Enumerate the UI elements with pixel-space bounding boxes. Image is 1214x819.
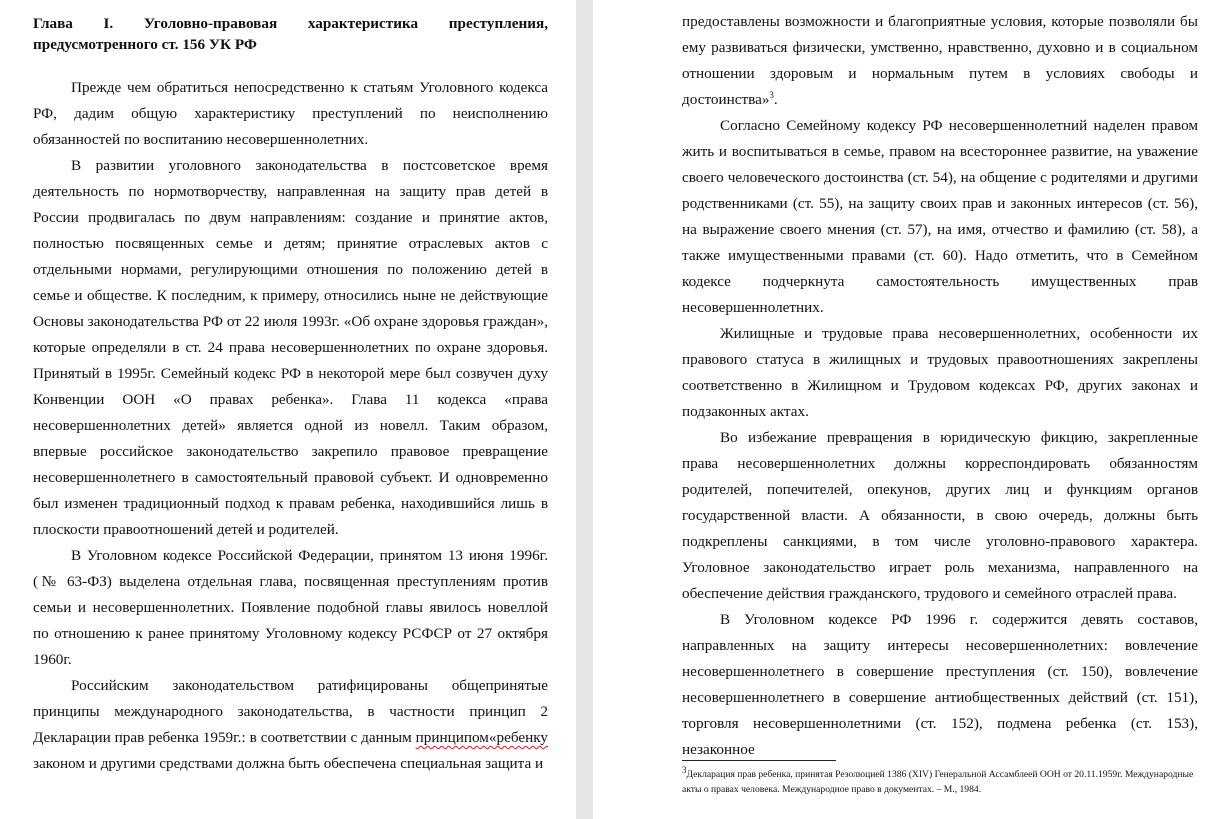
paragraph: Согласно Семейному кодексу РФ несовершеннолетний наделен правом жить и воспитываться в семье, правом на всестороннее развитие, на уважение своего человеческого достоинства (ст. 54), на общение с родителями и другими родственниками (ст. 55), на защиту своих прав и законных интересов (ст. 56), на выражение своего мнения (ст. 57), на имя, отчество и фамилию (ст. 58), а также имущественными правами (ст. 60). Надо отметить, что в Семейном кодексе подчеркнута самостоятельность имущественных прав несовершеннолетних. — [682, 117, 1198, 316]
paragraph-text: законом и другими средствами должна быть обеспечена специальная защита и — [33, 755, 544, 772]
paragraph — [682, 9, 1198, 113]
footnote-number: 3 — [682, 764, 687, 775]
left-page-body — [33, 75, 548, 777]
paragraph-text: . — [773, 91, 778, 108]
right-page-body — [682, 9, 1198, 763]
document-page-right — [593, 0, 1214, 819]
paragraph: Жилищные и трудовые права несовершеннолетних, особенности их правового статуса в жилищных и трудовых правоотношениях закреплены соответственно в Жилищном и Трудовом кодексах РФ, других законах и подзаконных актах. — [682, 325, 1198, 420]
footnote-text: Декларация прав ребенка, принятая Резолюцией 1386 (XIV) Генеральной Ассамблеей ООН от 20.11.1959г. Международные акты о правах человека. Международное право в документах. – М., 1984. — [682, 769, 1194, 795]
paragraph: В Уголовном кодексе Российской Федерации, принятом 13 июня 1996г. (№ 63-ФЗ) выделена отдельная глава, посвященная преступлениям против семьи и несовершеннолетних. Появление подобной главы явилось новеллой по отношению к ранее принятому Уголовному кодексу РСФСР от 27 октября 1960г. — [33, 547, 548, 668]
paragraph: Прежде чем обратиться непосредственно к статьям Уголовного кодекса РФ, дадим общую характеристику преступлений по неисполнению обязанностей по воспитанию несовершеннолетних. — [33, 79, 548, 148]
footnote-separator — [682, 760, 836, 761]
footnote — [682, 764, 1202, 797]
document-page-left — [0, 0, 576, 819]
paragraph: Во избежание превращения в юридическую фикцию, закрепленные права несовершеннолетних должны корреспондировать обязанностям родителей, попечителей, опекунов, других лиц и функциям органов государственной власти. А обязанности, в свою очередь, должны быть подкреплены санкциями, в том числе уголовно-правового характера. Уголовное законодательство играет роль механизма, направленного на обеспечение действия гражданского, трудового и семейного отраслей права. — [682, 429, 1198, 602]
footnote-reference[interactable]: 3 — [769, 89, 774, 100]
page-gap — [576, 0, 593, 819]
paragraph: В развитии уголовного законодательства в постсоветское время деятельность по нормотворчеству, направленная на защиту прав детей в России продвигалась по двум направлениям: создание и принятие актов, полностью посвященных семье и детям; принятие отраслевых актов с отдельными нормами, регулирующими отношения по положению детей в семье и обществе. К последним, к примеру, относились ныне не действующие Основы законодательства РФ от 22 июля 1993г. «Об охране здоровья граждан», которые определяли в ст. 24 права несовершеннолетних по охране здоровья. Принятый в 1995г. Семейный кодекс РФ в некоторой мере был созвучен духу Конвенции ООН «О правах ребенка». Глава 11 кодекса «права несовершеннолетних детей» является одной из новелл. Таким образом, впервые российское законодательство закрепило правовое превращение несовершеннолетнего в самостоятельный правовой субъект. И одновременно был изменен традиционный подход к правам ребенка, находившийся лишь в плоскости правоотношений детей и родителей. — [33, 157, 548, 538]
paragraph-text: Российским законодательством ратифицированы общепринятые принципы международного законодательства, в частности принцип 2 Декларации прав ребенка 1959г.: в соответствии с данным — [33, 677, 548, 746]
paragraph-text: предоставлены возможности и благоприятные условия, которые позволяли бы ему развиваться физически, умственно, нравственно, духовно и в социальном отношении здоровым и нормальным путем в условиях свободы и достоинства» — [682, 13, 1198, 108]
paragraph: В Уголовном кодексе РФ 1996 г. содержится девять составов, направленных на защиту интересы несовершеннолетних: вовлечение несовершеннолетнего в совершение преступления (ст. 150), вовлечение несовершеннолетнего в совершение антиобщественных действий (ст. 151), торговля несовершеннолетними (ст. 152), подмена ребенка (ст. 153), незаконное — [682, 611, 1198, 758]
paragraph — [33, 673, 548, 777]
spellcheck-underlined-word[interactable]: принципом«ребенку — [415, 729, 548, 746]
chapter-heading: Глава I. Уголовно-правовая характеристика преступления, предусмотренного ст. 156 УК РФ — [33, 15, 548, 53]
